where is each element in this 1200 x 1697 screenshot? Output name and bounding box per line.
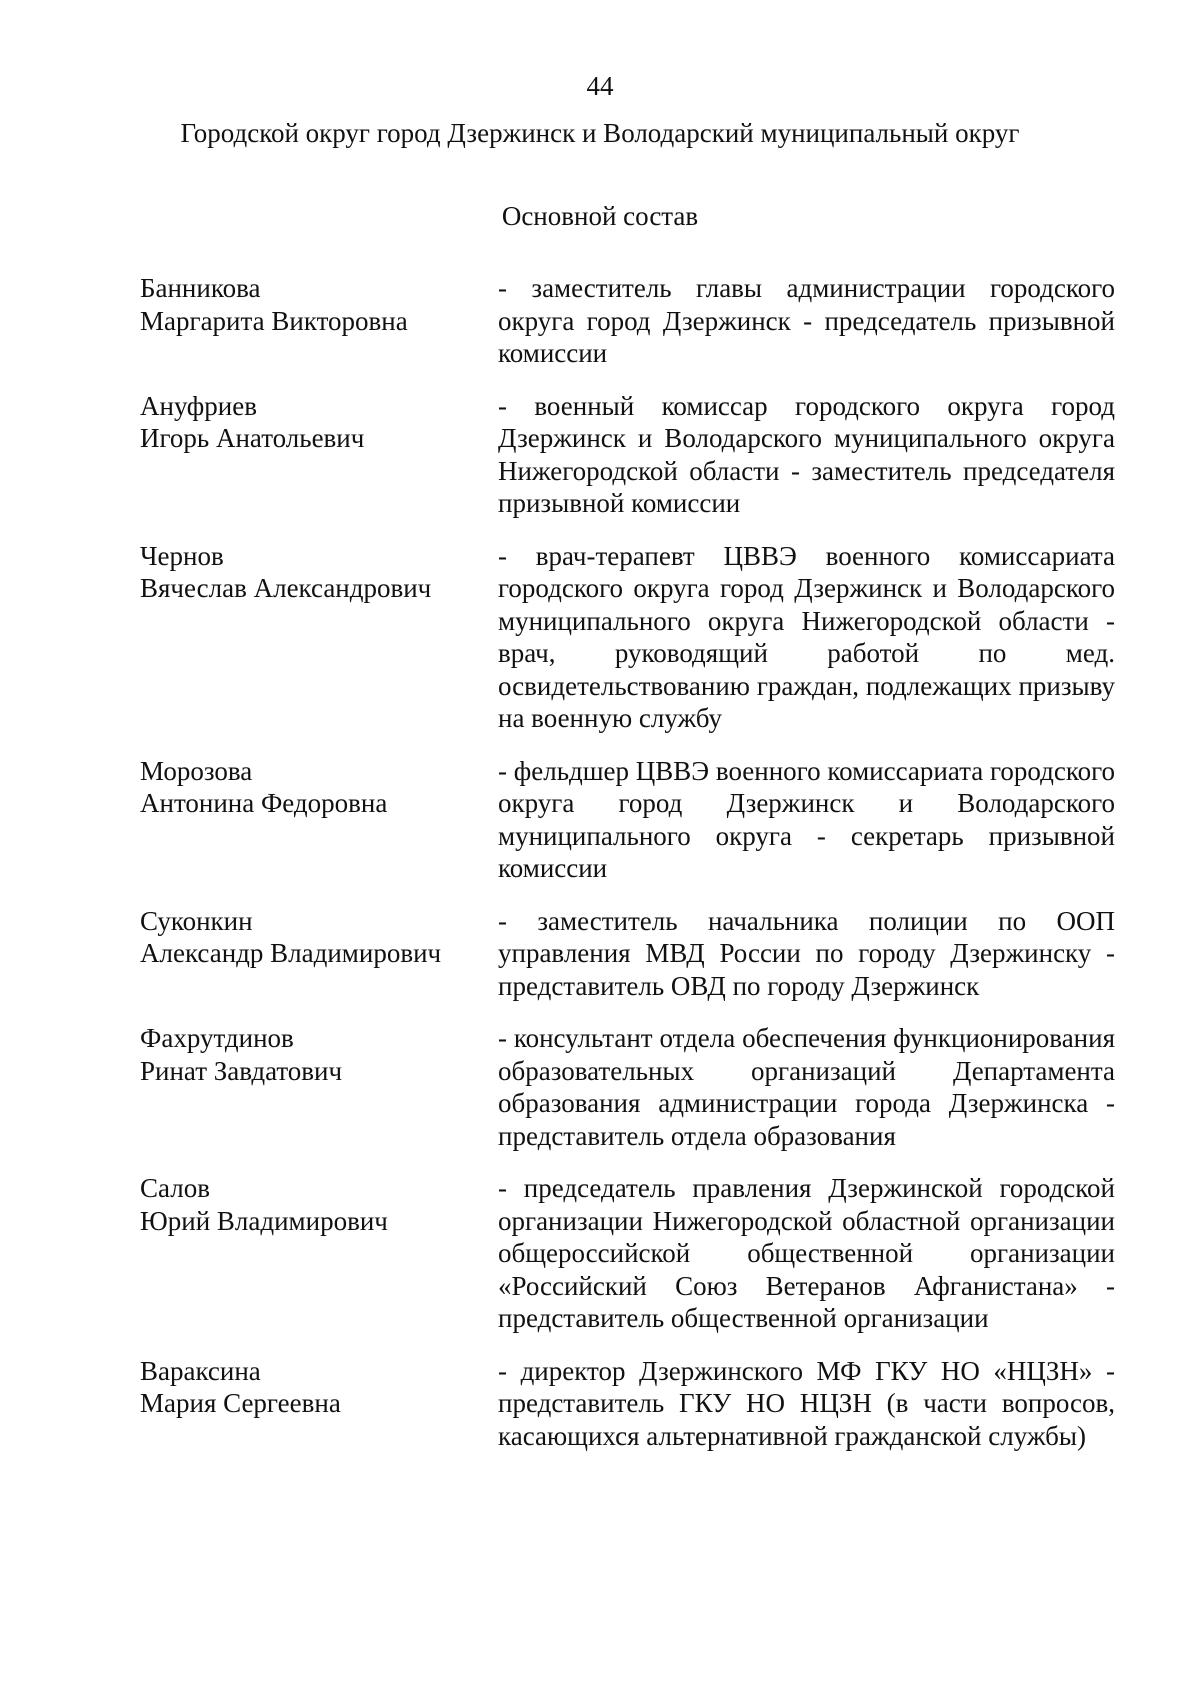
member-name xyxy=(140,1355,498,1453)
member-given-names: Юрий Владимирович xyxy=(140,1205,388,1236)
member-given-names: Маргарита Викторовна xyxy=(140,305,408,336)
member-surname: Морозова xyxy=(140,755,253,786)
member-role: - директор Дзержинского МФ ГКУ НО «НЦЗН» - представитель ГКУ НО НЦЗН (в части вопросов, касающихся альтернативной гражданской службы) xyxy=(498,1355,1115,1451)
member-surname: Ануфриев xyxy=(140,390,257,421)
member-name xyxy=(140,272,498,370)
member-role: - председатель правления Дзержинской городской организации Нижегородской областной организации общероссийской общественной организации «Российский Союз Ветеранов Афганистана» - представитель общественной организации xyxy=(498,1173,1115,1333)
member-surname: Фахрутдинов xyxy=(140,1023,294,1053)
member-entry xyxy=(140,1172,1115,1335)
member-surname: Банникова xyxy=(140,273,261,303)
member-surname: Суконкин xyxy=(140,905,253,936)
member-name xyxy=(140,1172,498,1335)
member-name xyxy=(140,755,498,885)
member-name xyxy=(140,905,498,1003)
member-given-names: Игорь Анатольевич xyxy=(140,423,365,453)
member-entry xyxy=(140,1022,1115,1152)
page-number: 44 xyxy=(586,71,614,101)
member-name xyxy=(140,390,498,520)
member-given-names: Мария Сергеевна xyxy=(140,1388,341,1418)
member-role: - врач-терапевт ЦВВЭ военного комиссариата городского округа город Дзержинск и Володарского муниципального округа Нижегородской области - врач, руководящий работой по мед. освидетельствованию граждан, подлежащих призыву на военную службу xyxy=(498,540,1115,733)
member-role: - фельдшер ЦВВЭ военного комиссариата городского округа город Дзержинск и Володарского муниципального округа - секретарь призывной комиссии xyxy=(498,755,1115,883)
member-entry xyxy=(140,272,1115,370)
member-role: - консультант отдела обеспечения функционирования образовательных организаций Департамента образования администрации города Дзержинска - представитель отдела образования xyxy=(498,1023,1115,1151)
member-given-names: Ринат Завдатович xyxy=(140,1055,343,1086)
member-name xyxy=(140,1022,498,1152)
member-surname: Чернов xyxy=(140,540,224,571)
member-entry xyxy=(140,1355,1115,1453)
member-role: - заместитель начальника полиции по ООП управления МВД России по городу Дзержинску - представитель ОВД по городу Дзержинск xyxy=(498,905,1115,1001)
member-surname: Вараксина xyxy=(140,1355,261,1386)
member-entry xyxy=(140,540,1115,735)
member-surname: Салов xyxy=(140,1173,210,1203)
member-name xyxy=(140,540,498,735)
member-given-names: Антонина Федоровна xyxy=(140,788,388,818)
member-entry xyxy=(140,905,1115,1003)
member-entry xyxy=(140,755,1115,885)
member-given-names: Александр Владимирович xyxy=(140,938,442,968)
document-title: Городской округ город Дзержинск и Володарский муниципальный округ xyxy=(180,118,1020,148)
member-entry xyxy=(140,390,1115,520)
section-title: Основной состав xyxy=(501,201,699,231)
member-role: - заместитель главы администрации городского округа город Дзержинск - председатель призывной комиссии xyxy=(498,273,1115,368)
member-role: - военный комиссар городского округа город Дзержинск и Володарского муниципального округа Нижегородской области - заместитель председателя призывной комиссии xyxy=(498,390,1115,518)
members-list xyxy=(140,272,1115,1472)
member-given-names: Вячеслав Александрович xyxy=(140,573,432,603)
